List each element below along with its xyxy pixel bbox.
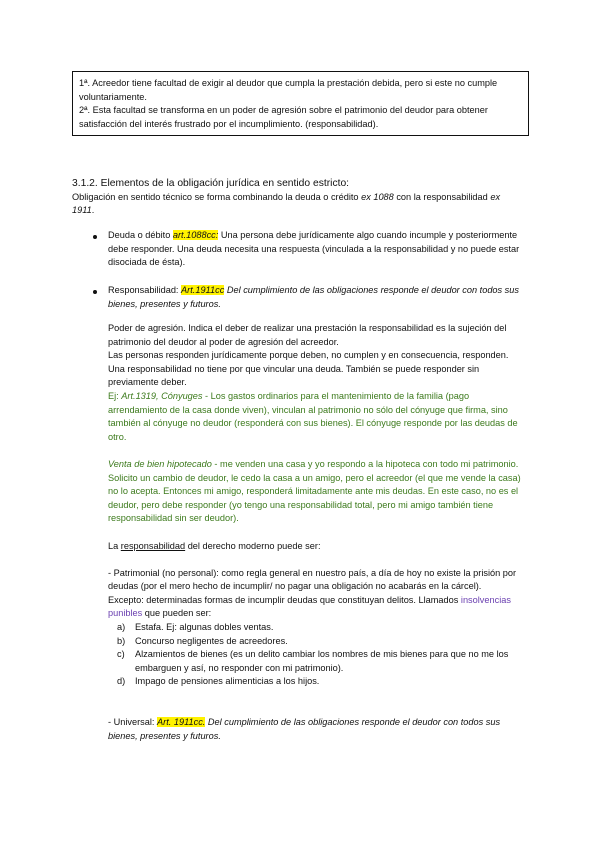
bullet-resp-text	[108, 284, 524, 311]
body-block	[108, 322, 526, 743]
list-item	[108, 621, 526, 635]
list-item	[108, 675, 526, 689]
universal-ref-highlight: Art. 1911cc.	[157, 717, 206, 728]
body-p2: Las personas responden jurídicamente porque deben, no cumplen y en consecuencia, responden.	[108, 350, 509, 361]
list-text: Concurso negligentes de acreedores.	[135, 635, 288, 646]
resp-ref-highlight: Art.1911cc	[181, 285, 225, 295]
patrimonial-text: - Patrimonial (no personal): como regla general en nuestro país, a día de hoy no existe la prisión por deudas (por el mero hecho de incumplir/ no pagar una obligación no acabarás en la cárcel).	[108, 567, 517, 592]
resp-label: Responsabilidad:	[108, 285, 182, 295]
bullet-dot-icon	[93, 235, 97, 239]
section-heading: 3.1.2. Elementos de la obligación jurídica en sentido estricto:	[72, 178, 350, 189]
bullet-responsabilidad	[108, 284, 524, 311]
insolvencias-punibles: insolvencias punibles	[108, 594, 511, 619]
list-text: Impago de pensiones alimenticias a los hijos.	[135, 676, 320, 687]
intro-text-c: .	[91, 205, 95, 216]
body-p1: Poder de agresión. Indica el deber de realizar una prestación la responsabilidad es la sujeción del patrimonio del deudor al poder de agresión del acreedor.	[108, 323, 507, 347]
section-block	[72, 177, 524, 218]
list-text: Estafa. Ej: algunas dobles ventas.	[135, 622, 274, 633]
intro-ref-1911: ex 1911	[72, 191, 501, 216]
resp-intro-underlined: responsabilidad	[120, 540, 186, 551]
resp-intro	[108, 540, 526, 554]
list-marker: c)	[117, 649, 125, 660]
bullet-deuda	[108, 229, 524, 270]
deuda-label: Deuda o débito	[108, 230, 173, 240]
resp-body: Del cumplimiento de las obligaciones responde el deudor con todos sus bienes, presentes y futuros.	[108, 285, 519, 309]
list-marker: d)	[117, 676, 126, 687]
ex2-title: Venta de bien hipotecado	[108, 458, 212, 469]
ex1-prefix: Ej:	[108, 390, 122, 401]
example-conyuges	[108, 390, 526, 444]
section-intro	[72, 191, 524, 218]
intro-text-a: Obligación en sentido técnico se forma combinando la deuda o crédito	[72, 191, 362, 202]
spacer	[108, 689, 526, 703]
universal-text	[108, 716, 526, 743]
summary-box	[72, 71, 529, 136]
ex1-ref: Art.1319, Cónyuges	[121, 390, 203, 401]
spacer	[108, 703, 526, 717]
spacer	[108, 444, 526, 458]
example-hipoteca	[108, 458, 526, 526]
list-item	[108, 635, 526, 649]
excepto-b: que pueden ser:	[142, 608, 212, 619]
excepto-text	[108, 594, 526, 621]
delitos-list	[108, 621, 526, 689]
universal-body: Del cumplimiento de las obligaciones responde el deudor con todos sus bienes, presentes y futuros.	[108, 717, 501, 741]
resp-intro-a: La	[108, 540, 121, 551]
ex2-text: - me venden una casa y yo respondo a la hipoteca con todo mi patrimonio. Solicito un cambio de deudor, le cedo la casa a un amigo, pero el acreedor (el que me vende la casa) no lo acepta. Entonces mi amigo, responderá limitadamente ante mis deudas. En este caso, no es el deudor, pero debe responder (yo tengo una responsabilidad total, pero mi amigo también tiene responsabilidad sin ser deudor).	[108, 458, 521, 524]
ex1-text: - Los gastos ordinarios para el mantenimiento de la familia (pago arrendamiento de la casa donde viven), vinculan al patrimonio no sólo del cónyuge que firma, sino también al cónyuge no deudor (responderá con sus bienes). El cónyuge responde por las deudas de otro.	[108, 390, 518, 442]
deuda-ref-highlight: art.1088cc:	[172, 230, 219, 240]
box-line-2: 2ª. Esta facultad se transforma en un poder de agresión sobre el patrimonio del deudor para obtener satisfacción del interés frustrado por el incumplimiento. (responsabilidad).	[79, 105, 488, 129]
intro-text-b: con la responsabilidad	[393, 191, 491, 202]
box-line-1: 1ª. Acreedor tiene facultad de exigir al deudor que cumpla la prestación debida, pero si este no cumple voluntariamente.	[79, 78, 498, 102]
resp-intro-b: del derecho moderno puede ser:	[185, 540, 321, 551]
bullet-dot-icon	[93, 290, 97, 294]
excepto-a: Excepto: determinadas formas de incumplir deudas que constituyan delitos. Llamados	[108, 594, 461, 605]
list-text: Alzamientos de bienes (es un delito cambiar los nombres de mis bienes para que no me los embarguen y así, no responder con mi patrimonio).	[135, 649, 509, 673]
list-marker: a)	[117, 622, 126, 633]
spacer	[108, 553, 526, 567]
body-p3: Una responsabilidad no tiene por que vincular una deuda. También se puede responder sin previamente deber.	[108, 363, 480, 388]
intro-ref-1088: ex 1088	[361, 191, 394, 202]
deuda-body: Una persona debe jurídicamente algo cuando incumple y posteriormente debe responder. Una deuda necesita una respuesta (vinculada a la responsabilidad y no puede estar disociada de ésta).	[108, 230, 520, 268]
spacer	[108, 526, 526, 540]
list-item	[108, 648, 526, 675]
list-marker: b)	[117, 635, 126, 646]
bullet-deuda-text	[108, 229, 524, 270]
universal-label: - Universal:	[108, 717, 158, 728]
